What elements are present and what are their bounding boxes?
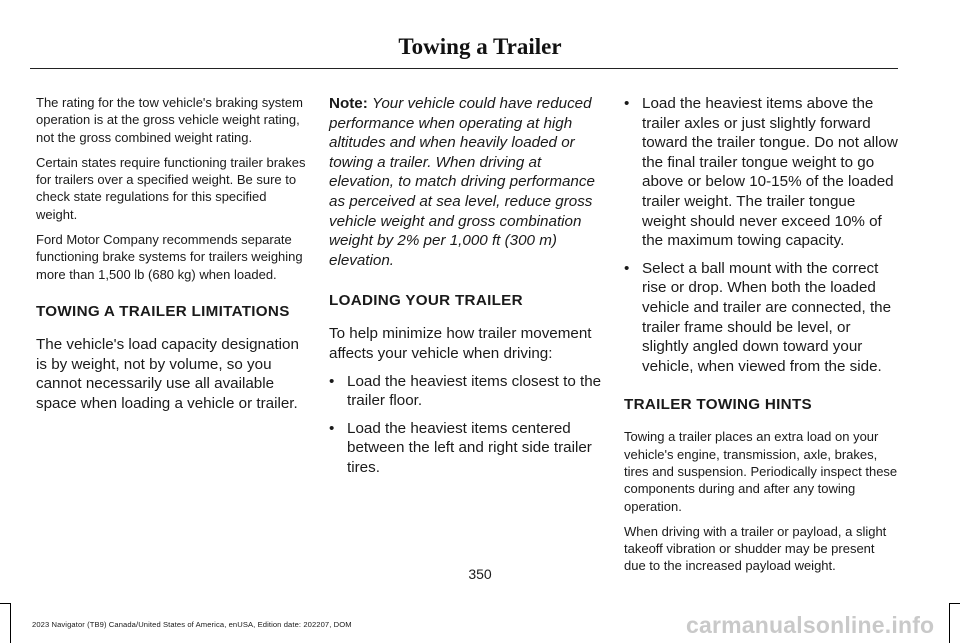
paragraph-extra-load: Towing a trailer places an extra load on your vehicle's engine, transmission, axle, brakes, tires and suspension. Periodically inspect these components during and after any towing operation.	[624, 429, 898, 514]
bullet-icon: •	[624, 95, 630, 112]
list-item	[329, 419, 603, 478]
watermark-logo: carmanualsonline.info	[686, 612, 935, 638]
bullet-icon: •	[329, 372, 335, 390]
page-number: 350	[468, 566, 492, 582]
heading-loading-trailer: LOADING YOUR TRAILER	[329, 292, 523, 310]
bullet-icon: •	[329, 419, 335, 437]
crop-mark-right-horizontal	[950, 603, 960, 604]
heading-towing-limitations: TOWING A TRAILER LIMITATIONS	[36, 302, 290, 320]
crop-mark-right	[949, 603, 950, 643]
note-text: Your vehicle could have reduced performance when operating at high altitudes and when heavily loaded or towing a trailer. When driving at elevation, to match driving performance as perceived at sea level, reduce gross vehicle weight and gross combination weight by 2% per 1,000 ft (300 m) elevation.	[329, 95, 595, 269]
paragraph-state-regulations: Certain states require functioning trailer brakes for trailers over a specified weight. Be sure to check state regulations for this specified weight.	[36, 154, 306, 222]
note-block	[329, 94, 603, 270]
note-label: Note:	[329, 95, 368, 112]
column-middle	[329, 94, 603, 486]
loading-bullet-list	[329, 372, 603, 478]
list-item-text: Load the heaviest items centered between the left and right side trailer tires.	[347, 419, 592, 476]
edition-footer: 2023 Navigator (TB9) Canada/United States of America, enUSA, Edition date: 202207, DOM	[32, 620, 352, 629]
list-item-text: Select a ball mount with the correct rise or drop. When both the loaded vehicle and trailer are connected, the trailer frame should be level, or slightly angled down toward your vehicle, when viewed from the side.	[642, 259, 892, 375]
bullet-icon: •	[624, 259, 630, 277]
crop-mark-left-horizontal	[0, 603, 10, 604]
page-title: Towing a Trailer	[398, 34, 562, 59]
column-left	[36, 94, 306, 413]
paragraph-load-capacity: The vehicle's load capacity designation is by weight, not by volume, so you cannot necessarily use all available space when loading a vehicle or trailer.	[36, 335, 299, 412]
crop-mark-left	[10, 603, 11, 643]
list-item-text: Load the heaviest items above the trailer axles or just slightly forward toward the trailer tongue. Do not allow the final trailer tongue weight to go above or below 10-15% of the loaded trailer weight. The trailer tongue weight should never exceed 10% of the maximum towing capacity.	[642, 95, 898, 250]
paragraph-braking-rating: The rating for the tow vehicle's braking system operation is at the gross vehicle weight rating, not the gross combined weight rating.	[36, 95, 303, 145]
list-item	[624, 259, 898, 377]
list-item-text: Load the heaviest items closest to the trailer floor.	[347, 372, 602, 410]
paragraph-brake-systems: Ford Motor Company recommends separate functioning brake systems for trailers weighing more than 1,500 lb (680 kg) when loaded.	[36, 232, 303, 282]
paragraph-loading-intro: To help minimize how trailer movement affects your vehicle when driving:	[329, 325, 592, 362]
title-divider	[30, 68, 898, 69]
column-right	[624, 94, 898, 583]
list-item	[624, 94, 898, 251]
heading-towing-hints: TRAILER TOWING HINTS	[624, 396, 812, 414]
loading-bullet-list-continued	[624, 94, 898, 376]
list-item	[329, 372, 603, 411]
paragraph-takeoff-vibration: When driving with a trailer or payload, a slight takeoff vibration or shudder may be present due to the increased payload weight.	[624, 523, 887, 574]
